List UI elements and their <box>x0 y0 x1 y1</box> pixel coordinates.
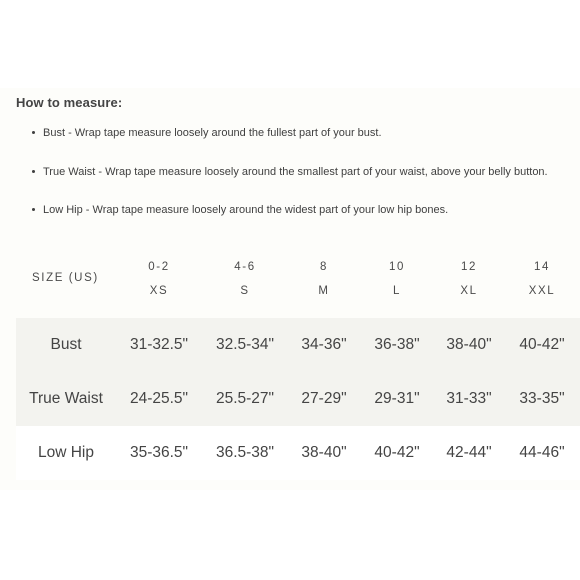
size-letter: S <box>240 285 250 297</box>
size-letter: XS <box>149 285 169 297</box>
table-cell: 33-35" <box>519 390 565 407</box>
table-cell: 25.5-27" <box>215 390 275 407</box>
size-number: 12 <box>461 261 477 273</box>
table-cell: 38-40" <box>301 444 347 461</box>
table-cell: 36-38" <box>374 336 420 353</box>
table-cell: 31-32.5" <box>129 336 189 353</box>
table-cell: 40-42" <box>374 444 420 461</box>
table-cell: 36.5-38" <box>215 444 275 461</box>
size-number: 0-2 <box>148 261 170 273</box>
table-row-true-waist <box>16 372 580 426</box>
how-to-measure-heading: How to measure: <box>16 95 123 110</box>
table-cell: 35-36.5" <box>129 444 189 461</box>
table-cell: 31-33" <box>446 390 492 407</box>
table-row-low-hip <box>16 426 580 480</box>
table-row-bust <box>16 318 580 372</box>
table-cell: 27-29" <box>301 390 347 407</box>
bullet-dot-icon <box>32 131 35 134</box>
bullet-text: True Waist - Wrap tape measure loosely around the smallest part of your waist, above your belly button. <box>43 166 548 178</box>
row-label: Low Hip <box>38 444 94 461</box>
table-cell: 42-44" <box>446 444 492 461</box>
bullet-dot-icon <box>32 170 35 173</box>
table-cell: 29-31" <box>374 390 420 407</box>
size-number: 8 <box>320 261 328 273</box>
size-number: 4-6 <box>234 261 256 273</box>
size-number: 10 <box>389 261 405 273</box>
bullet-text: Low Hip - Wrap tape measure loosely around the widest part of your low hip bones. <box>43 204 449 216</box>
table-cell: 34-36" <box>301 336 347 353</box>
table-cell: 32.5-34" <box>215 336 275 353</box>
table-cell: 40-42" <box>519 336 565 353</box>
row-label: True Waist <box>29 390 103 407</box>
table-cell: 24-25.5" <box>129 390 189 407</box>
table-cell: 38-40" <box>446 336 492 353</box>
size-header-label: SIZE (US) <box>32 272 99 284</box>
bullet-true-waist <box>32 166 548 178</box>
size-header-row <box>16 250 580 318</box>
size-number: 14 <box>534 261 550 273</box>
bullet-bust <box>32 127 382 139</box>
row-label: Bust <box>50 336 82 353</box>
bullet-text: Bust - Wrap tape measure loosely around the fullest part of your bust. <box>43 127 382 139</box>
bullet-low-hip <box>32 204 448 216</box>
table-cell: 44-46" <box>519 444 565 461</box>
size-letter: L <box>393 285 401 297</box>
size-letter: XL <box>460 285 478 297</box>
bullet-dot-icon <box>32 208 35 211</box>
size-letter: XXL <box>528 285 556 297</box>
size-letter: M <box>318 285 330 297</box>
